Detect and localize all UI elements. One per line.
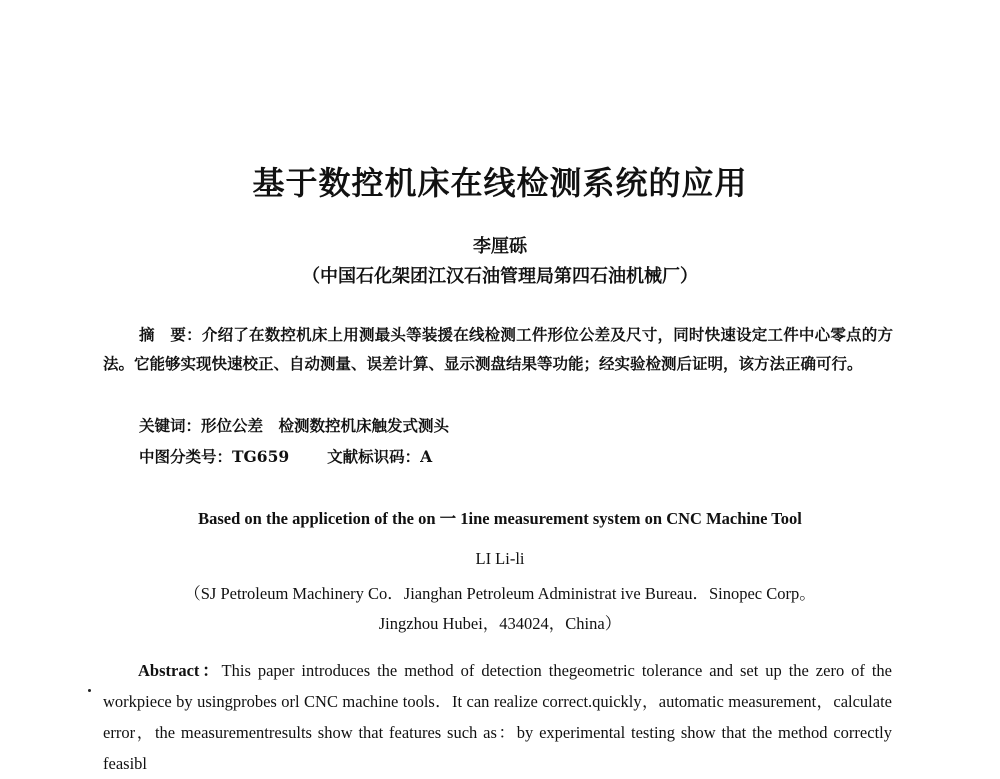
doc-code-label: 文献标识码： [327,447,421,466]
abstract-en [103,655,892,779]
abstract-cn-label: 摘 要： [139,325,202,344]
abstract-cn [103,320,893,378]
affiliation-en-line2: Jingzhou Hubei，434024，China） [378,614,622,633]
clc-label: 中图分类号： [139,447,233,466]
author-cn: 李厘砾 [473,236,527,257]
scan-speck [88,689,91,692]
affiliation-cn: （中国石化架团江汉石油管理局第四石油机械厂） [302,266,698,287]
author-en: LI Li-li [475,549,525,568]
keywords-label: 关键词： [139,416,202,435]
clc-value: TG659 [232,447,290,466]
paper-title-en: Based on the applicetion of the on 一 1ine measurement system on CNC Machine Tool [198,509,802,528]
doc-code-value: A [420,447,433,466]
affiliation-en-line1: （SJ Petroleum Machinery Co．Jianghan Petroleum Administrat ive Bureau．Sinopec Corp。 [184,584,816,603]
abstract-cn-text: 介绍了在数控机床上用测最头等装援在线检测工件形位公差及尺寸，同时快速设定工件中心零点的方法。它能够实现快速校正、自动测量、误差计算、显示测盘结果等功能；经实验检测后证明，该方法正确可行。 [103,325,893,373]
paper-title-cn: 基于数控机床在线检测系统的应用 [252,164,748,202]
classification-line [139,445,432,467]
abstract-en-text: This paper introduces the method of detection thegeometric tolerance and set up the zero of the workpiece by usingprobes orl CNC machine tools．It can realize correct.quickly，automatic measurement，calculate error，the measurementresults show that features such as：by experimental testing show that the method correctly feasibl [103,661,892,773]
abstract-en-label: Abstract： [138,661,222,680]
keywords-text: 形位公差 检测数控机床触发式测头 [201,416,450,435]
keywords [139,414,449,436]
